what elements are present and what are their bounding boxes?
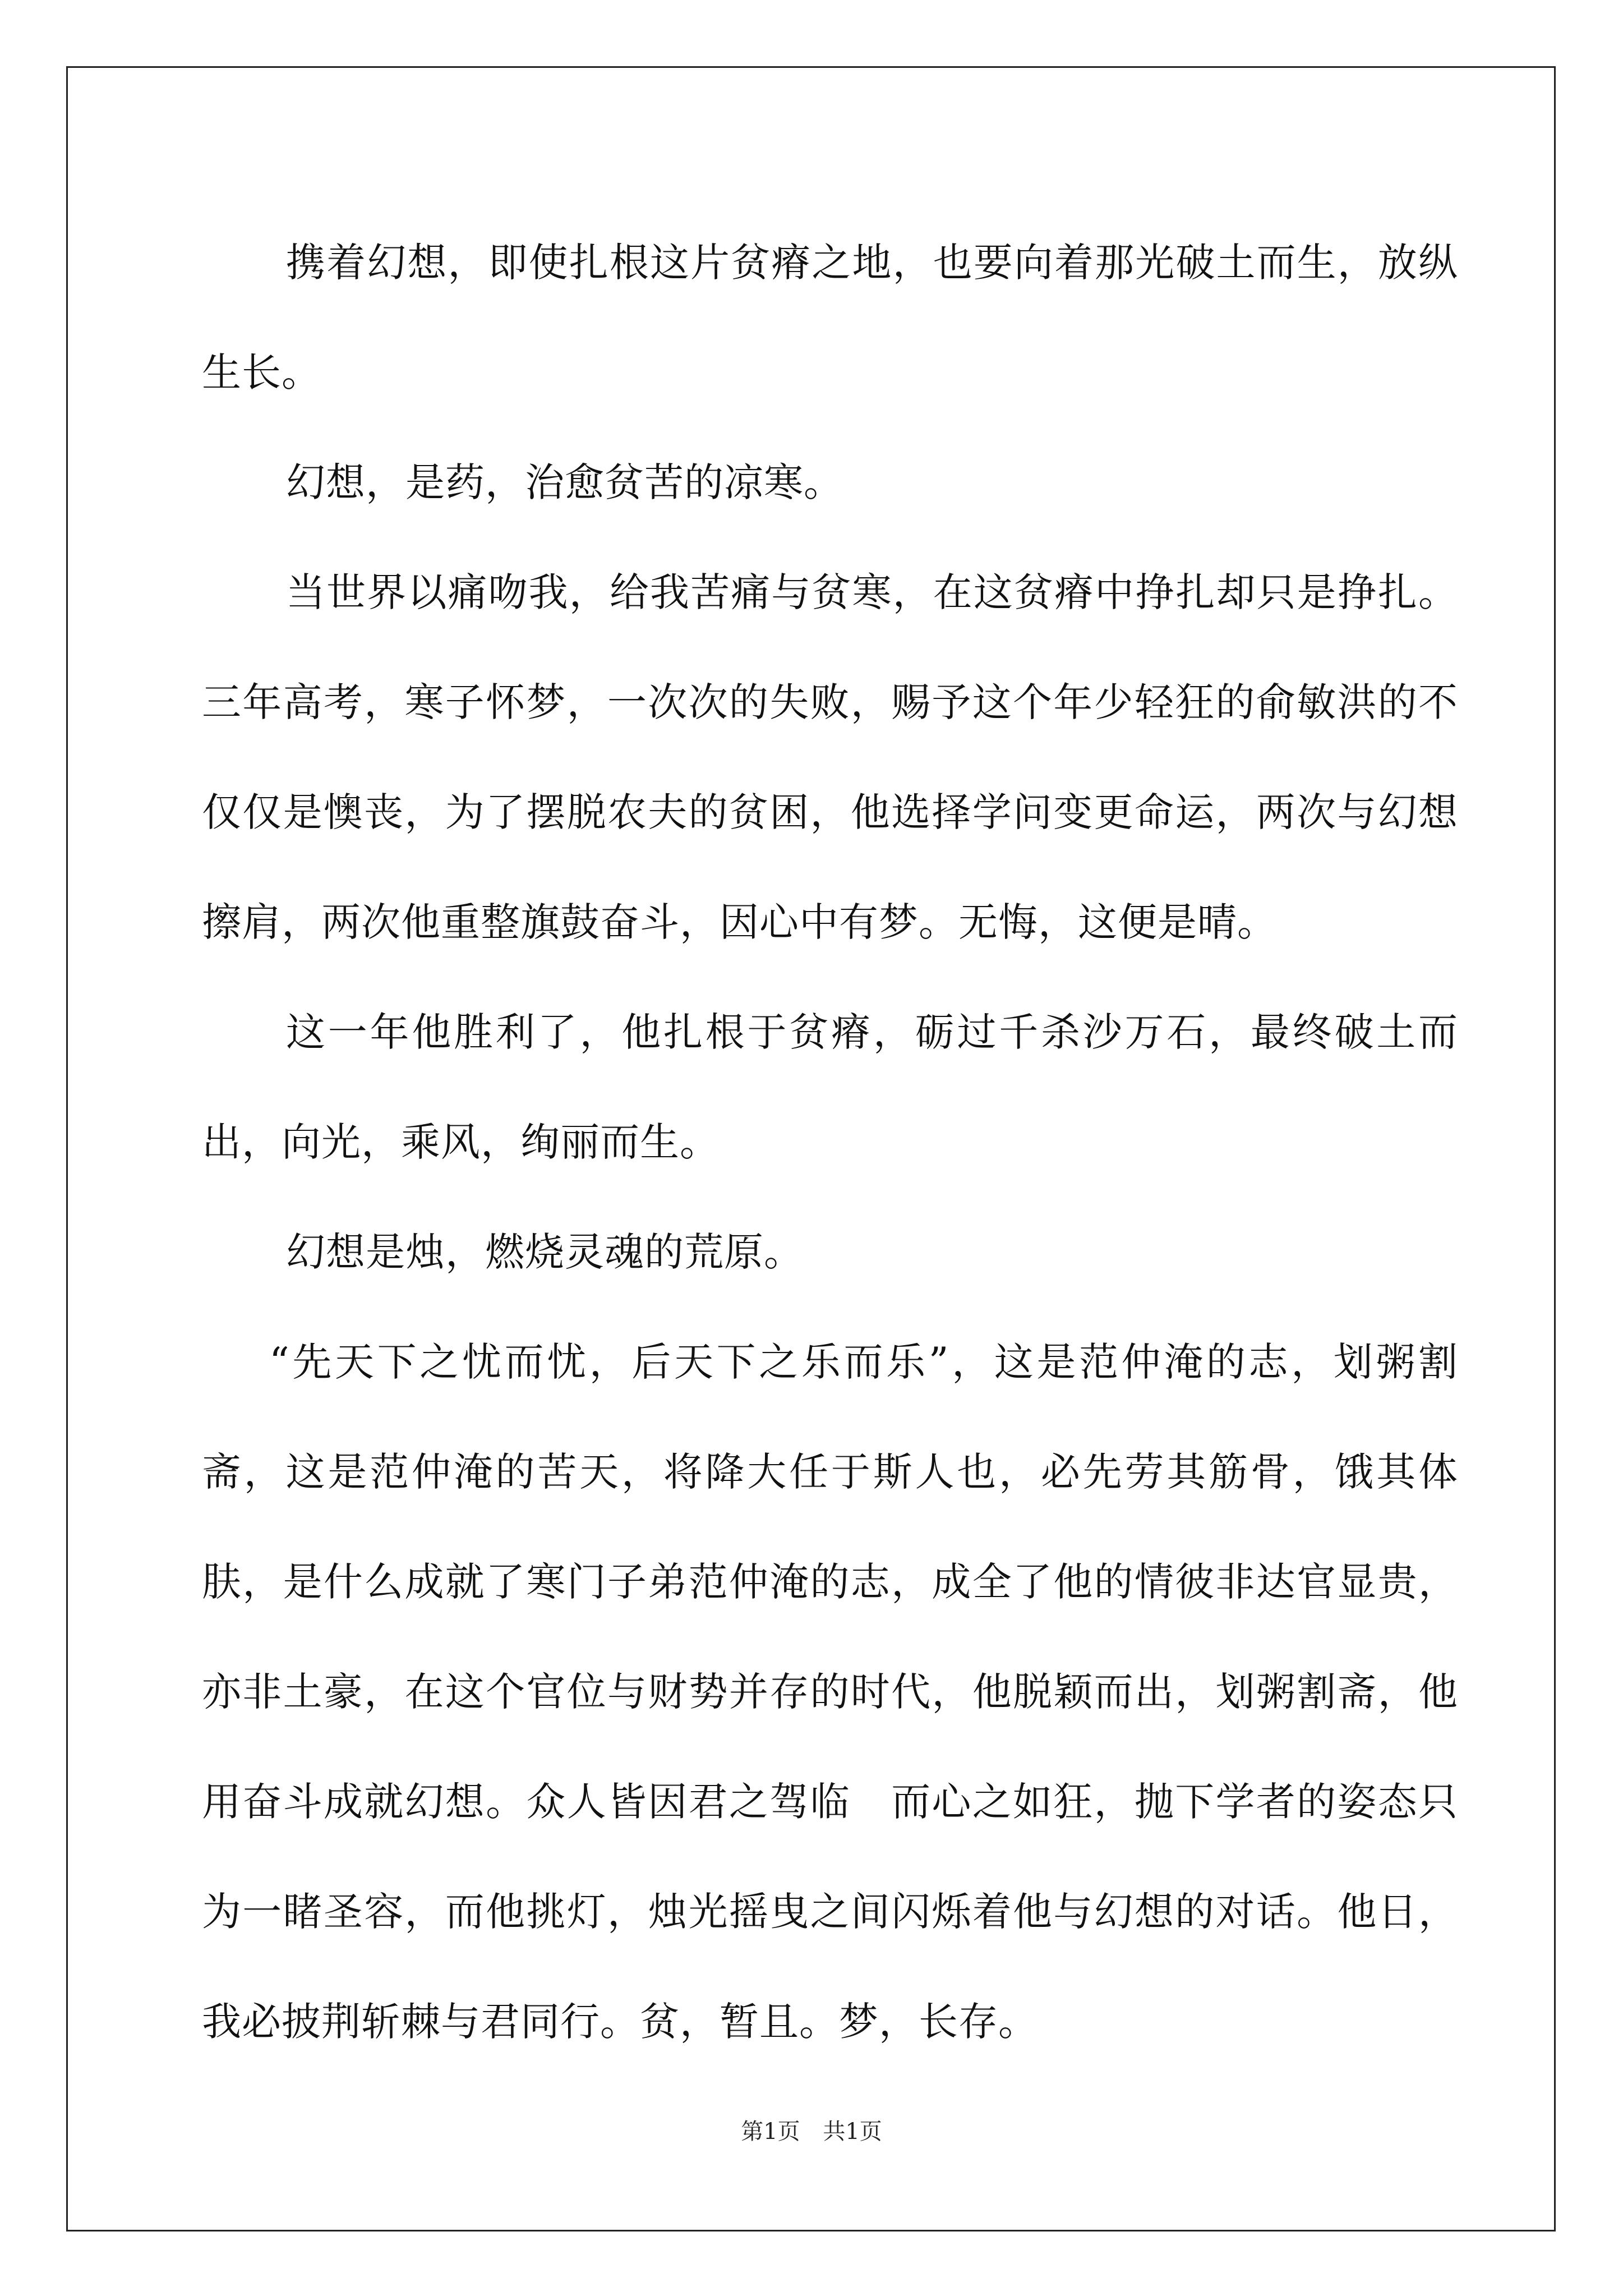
paragraph-1: 携着幻想，即使扎根这片贫瘠之地，也要向着那光破土而生，放纵生长。 xyxy=(202,240,1458,395)
paragraph-4: 这一年他胜利了，他扎根于贫瘠，砺过千杀沙万石，最终破土而出，向光，乘风，绚丽而生。 xyxy=(202,1009,1458,1165)
paragraph-6: “先天下之忧而忧，后天下之乐而乐”，这是范仲淹的志，划粥割斋，这是范仲淹的苦天，将降大任于斯人也，必先劳其筋骨，饿其体肤，是什么成就了寒门子弟范仲淹的志，成全了他的情彼非达官显贵，亦非土豪，在这个官位与财势并存的时代，他脱颖而出，划粥割斋，他用奋斗成就幻想。众人皆因君之驾临 而心之如狂，抛下学者的姿态只为一睹圣容，而他挑灯，烛光摇曳之间闪烁着他与幻想的对话。他日，我必披荆斩棘与君同行。贫，暂且。梦，长存。 xyxy=(202,1339,1458,2045)
page-footer xyxy=(0,2115,1623,2148)
document-body xyxy=(202,208,1458,2077)
page-number-current: 第1页 xyxy=(741,2119,800,2145)
paragraph-5: 幻想是烛，燃烧灵魂的荒原。 xyxy=(286,1229,804,1275)
paragraph-3: 当世界以痛吻我，给我苦痛与贫寒，在这贫瘠中挣扎却只是挣扎。三年高考，寒子怀梦，一次次的失败，赐予这个年少轻狂的俞敏洪的不仅仅是懊丧，为了摆脱农夫的贫困，他选择学问变更命运，两次与幻想擦肩，两次他重整旗鼓奋斗，因心中有梦。无悔，这便是晴。 xyxy=(202,569,1458,945)
page-number-total: 共1页 xyxy=(823,2119,882,2145)
paragraph-2: 幻想，是药，治愈贫苦的凉寒。 xyxy=(286,459,843,505)
